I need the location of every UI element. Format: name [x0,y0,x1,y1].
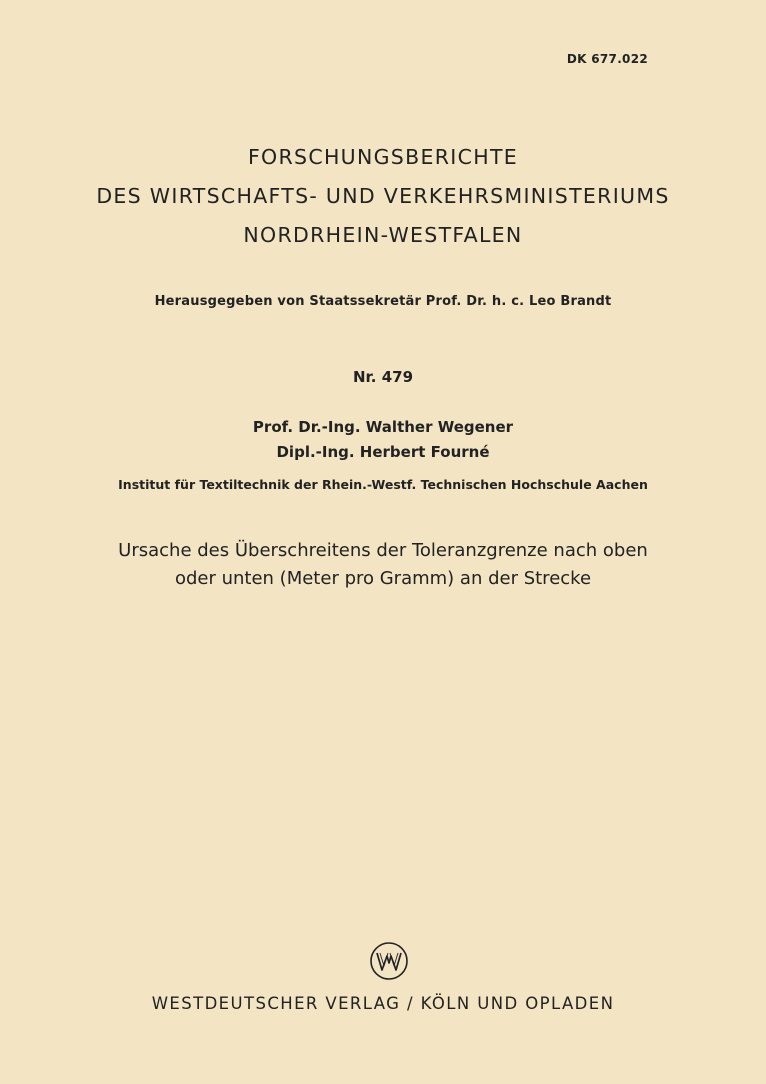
editor-line: Herausgegeben von Staatssekretär Prof. Dr. h. c. Leo Brandt [154,294,612,309]
series-title-line-2: DES WIRTSCHAFTS- UND VERKEHRSMINISTERIUMS [96,184,670,208]
author-1: Prof. Dr.-Ing. Walther Wegener [252,418,514,436]
report-title-line-1: Ursache des Überschreitens der Toleranzgrenze nach oben [118,540,648,561]
report-number: Nr. 479 [352,368,414,386]
dk-code: DK 677.022 [566,52,648,66]
publisher: WESTDEUTSCHER VERLAG / KÖLN UND OPLADEN [151,994,615,1013]
author-2: Dipl.-Ing. Herbert Fourné [276,443,490,461]
report-title-line-2: oder unten (Meter pro Gramm) an der Strecke [174,568,592,589]
series-title-line-1: FORSCHUNGSBERICHTE [247,145,519,169]
institute: Institut für Textiltechnik der Rhein.-Westf. Technischen Hochschule Aachen [118,477,648,492]
series-title-line-3: NORDRHEIN-WESTFALEN [243,223,523,247]
publisher-logo-icon [369,941,409,981]
